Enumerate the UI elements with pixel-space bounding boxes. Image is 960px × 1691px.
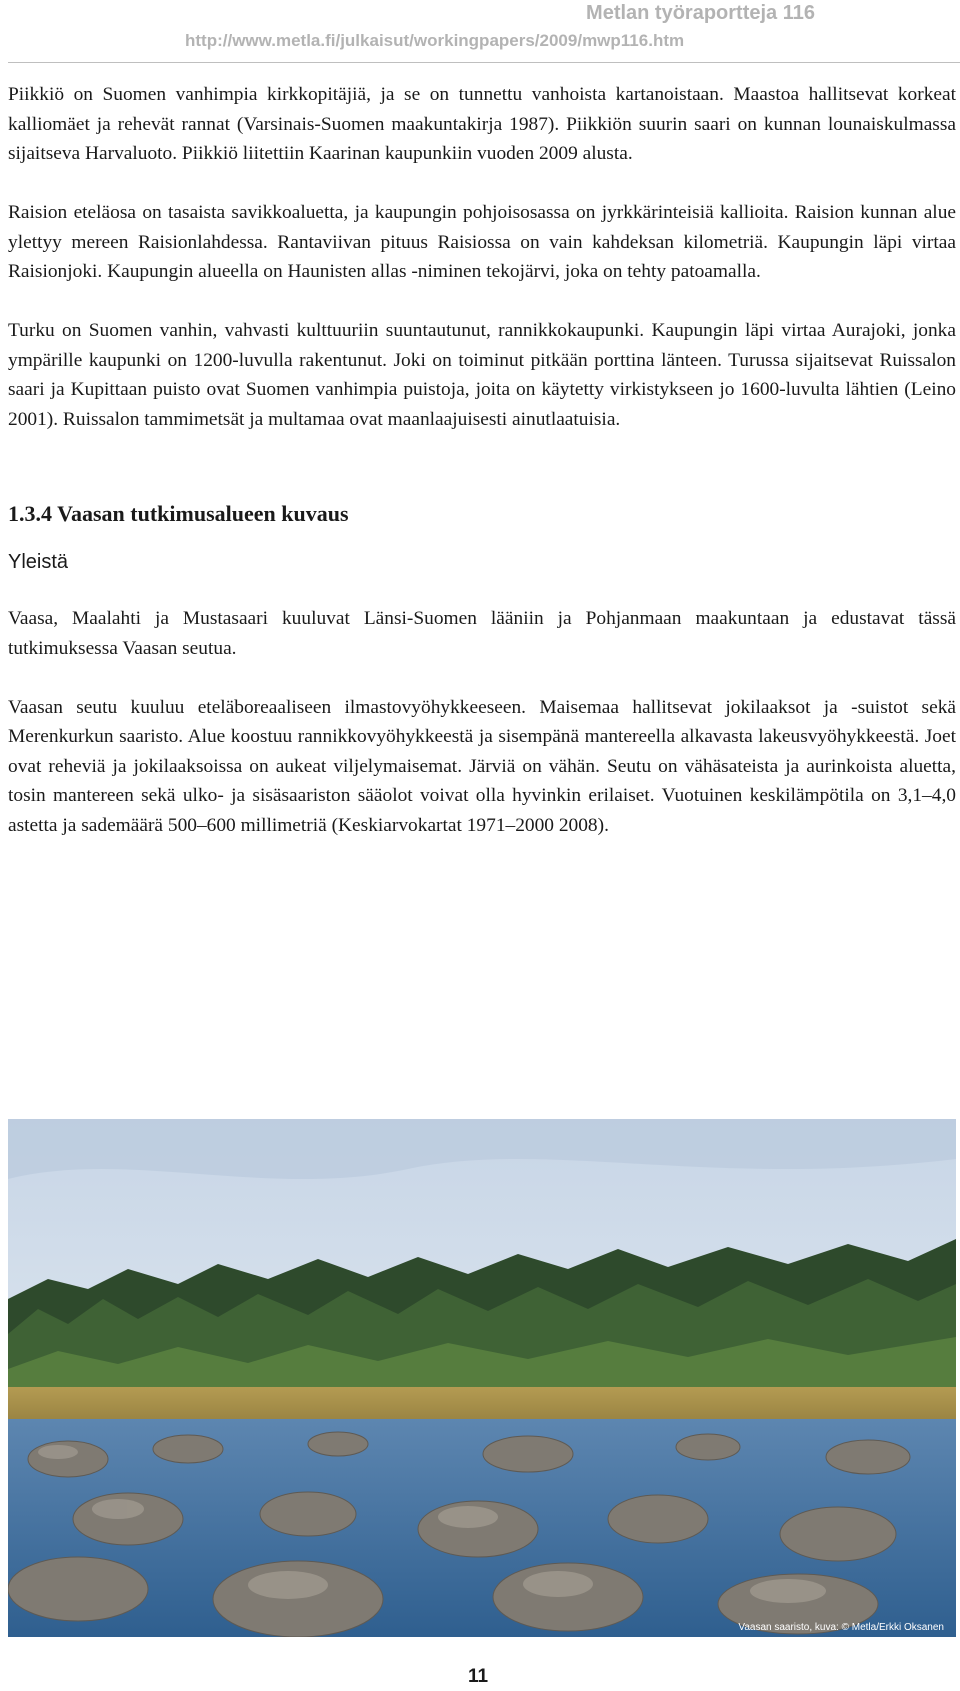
subheading-spacer xyxy=(8,574,956,604)
series-title: Metlan työraportteja 116 xyxy=(586,2,815,24)
subsection-heading: Yleistä xyxy=(8,551,69,573)
photo-caption: Vaasan saaristo, kuva: © Metla/Erkki Oksanen xyxy=(738,1622,944,1633)
paragraph-vaasa-intro: Vaasa, Maalahti ja Mustasaari kuuluvat Länsi-Suomen lääniin ja Pohjanmaan maakuntaan ja edustavat tässä tutkimuksessa Vaasan seutua. xyxy=(8,608,956,659)
main-text xyxy=(8,80,956,840)
section-heading: 1.3.4 Vaasan tutkimusalueen kuvaus xyxy=(8,501,349,526)
heading-spacer xyxy=(8,527,956,551)
paragraph-vaasa-seutu: Vaasan seutu kuuluu eteläboreaaliseen ilmastovyöhykkeeseen. Maisemaa hallitsevat jokilaaksot ja -suistot sekä Merenkurkun saaristo. Alue koostuu rannikkovyöhykkeestä ja sisempänä mantereella alkavasta lakeusvyöhykkeestä. Joet ovat reheviä ja jokilaaksoissa on aukeat viljelymaisemat. Järviä on vähän. Seutu on vähäsateista ja aurinkoista aluetta, tosin mantereen sekä ulko- ja sisäsaariston sääolot voivat olla hyvinkin erilaiset. Vuotuinen keskilämpötila on 3,1–4,0 astetta ja sademäärä 500–600 millimetriä (Keskiarvokartat 1971–2000 2008). xyxy=(8,696,956,836)
paragraph-raisio: Raision eteläosa on tasaista savikkoaluetta, ja kaupungin pohjoisosassa on jyrkkärinteisiä kallioita. Raision kunnan alue ylettyy mereen Raisionlahdessa. Rantaviivan pituus Raisiossa on vain kahdeksan kilometriä. Kaupungin läpi virtaa Raisionjoki. Kaupungin alueella on Haunisten allas -niminen tekojärvi, joka on tehty patoamalla. xyxy=(8,202,956,282)
header-divider xyxy=(8,62,960,63)
archipelago-illustration xyxy=(8,1119,956,1637)
page-number: 11 xyxy=(468,1666,489,1687)
landscape-photo xyxy=(8,1119,956,1637)
page-header xyxy=(0,0,960,48)
section-spacer xyxy=(8,434,956,501)
paragraph-turku: Turku on Suomen vanhin, vahvasti kulttuuriin suuntautunut, rannikkokaupunki. Kaupungin läpi virtaa Aurajoki, jonka ympärille kaupunki on 1200-luvulla rakentunut. Joki on toiminut pitkään porttina länteen. Turussa sijaitsevat Ruissalon saari ja Kupittaan puisto ovat Suomen vanhimpia puistoja, joita on käytetty virkistykseen jo 1600-luvulta lähtien (Leino 2001). Ruissalon tammimetsät ja multamaa ovat maanlaajuisesti ainutlaatuisia. xyxy=(8,320,956,430)
series-url[interactable]: http://www.metla.fi/julkaisut/workingpapers/2009/mwp116.htm xyxy=(185,31,685,50)
paragraph-piikkio: Piikkiö on Suomen vanhimpia kirkkopitäjiä, ja se on tunnettu vanhoista kartanoistaan. Maastoa hallitsevat korkeat kalliomäet ja rehevät rannat (Varsinais-Suomen maakuntakirja 1987). Piikkiön suurin saari on kunnan lounaiskulmassa sijaitseva Harvaluoto. Piikkiö liitettiin Kaarinan kaupunkiin vuoden 2009 alusta. xyxy=(8,84,956,164)
